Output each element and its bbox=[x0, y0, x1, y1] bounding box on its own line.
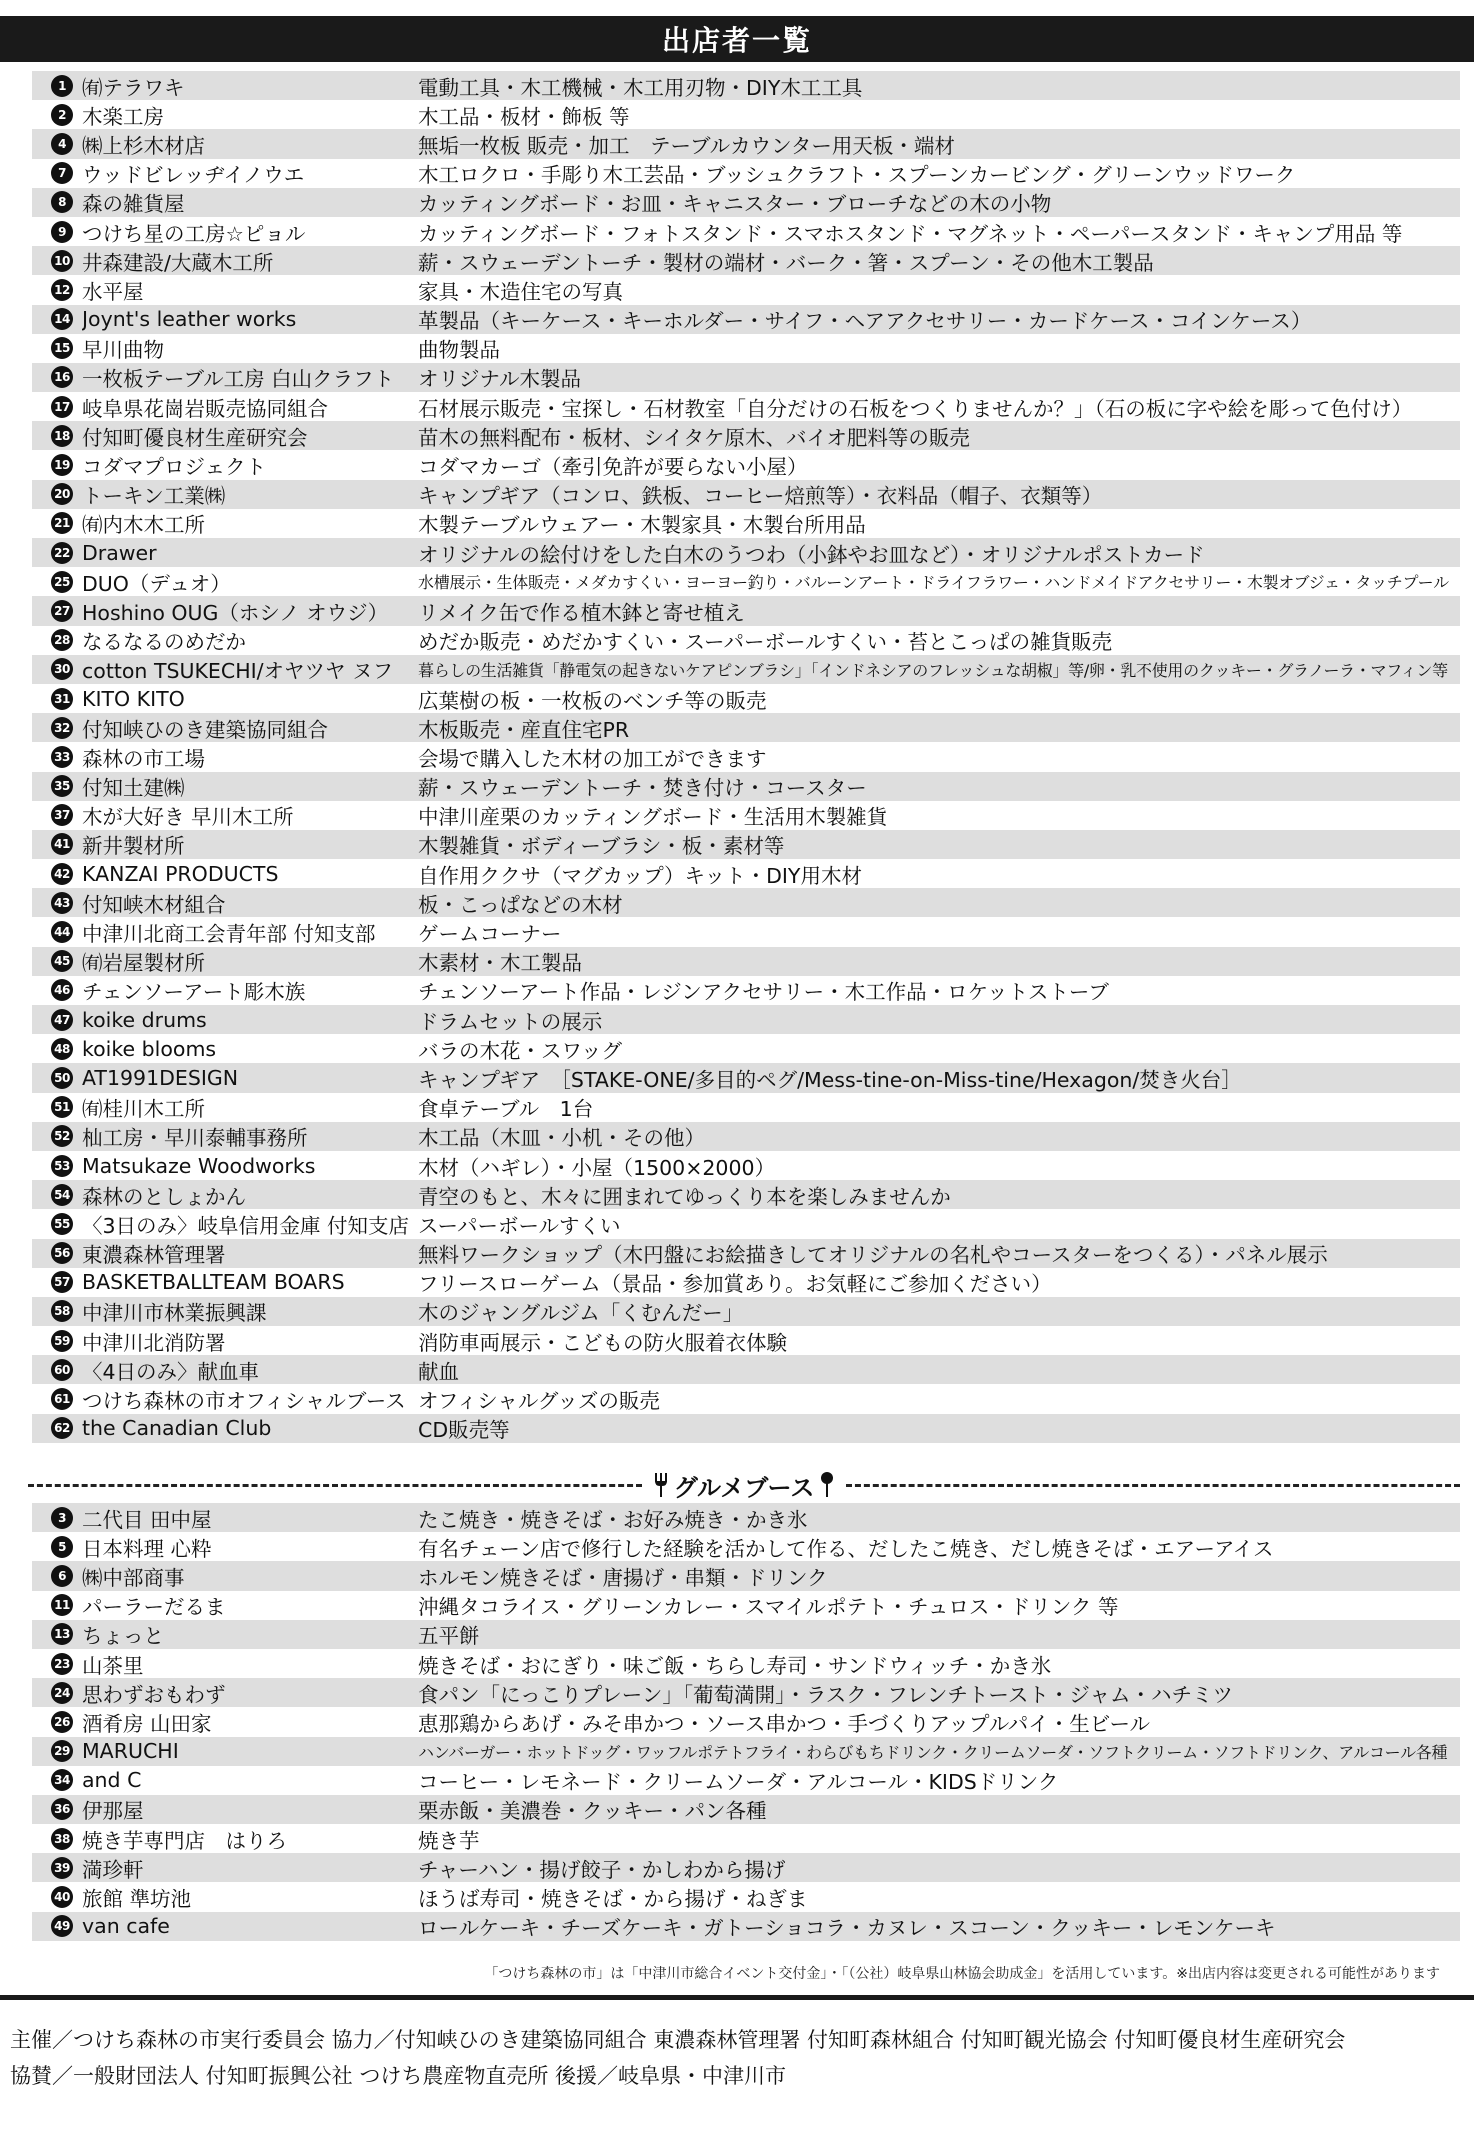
booth-number-badge: 15 bbox=[51, 337, 73, 359]
spoon-icon bbox=[820, 1472, 834, 1498]
booth-number-badge: 53 bbox=[51, 1155, 73, 1177]
gourmet-row bbox=[32, 1853, 1460, 1882]
exhibitor-name: Drawer bbox=[82, 540, 157, 565]
exhibitor-description: 水槽展示・生体販売・メダカすくい・ヨーヨー釣り・バルーンアート・ドライフラワー・ハンドメイドアクセサリー・木製オブジェ・タッチプール bbox=[418, 573, 1449, 593]
gourmet-list bbox=[32, 1503, 1460, 1941]
booth-number-badge: 6 bbox=[51, 1565, 73, 1587]
booth-number-badge: 42 bbox=[51, 863, 73, 885]
exhibitor-name: ㈲テラワキ bbox=[82, 75, 185, 100]
vendor-list bbox=[32, 71, 1460, 1443]
exhibitor-description: 食卓テーブル 1台 bbox=[418, 1097, 594, 1122]
exhibitor-description: 板・こっぱなどの木材 bbox=[418, 892, 623, 917]
exhibitor-description: CD販売等 bbox=[418, 1418, 510, 1443]
exhibitor-name: 伊那屋 bbox=[82, 1799, 144, 1824]
vendor-row bbox=[32, 596, 1460, 625]
divider-dash-left bbox=[28, 1484, 642, 1487]
exhibitor-name: 酒肴房 山田家 bbox=[82, 1711, 212, 1736]
gourmet-row bbox=[32, 1824, 1460, 1853]
vendor-row bbox=[32, 917, 1460, 946]
booth-number-badge: 5 bbox=[51, 1536, 73, 1558]
exhibitor-name: なるなるのめだか bbox=[82, 630, 246, 655]
vendor-row bbox=[32, 100, 1460, 129]
booth-number-badge: 22 bbox=[51, 542, 73, 564]
exhibitor-name: KANZAI PRODUCTS bbox=[82, 861, 279, 886]
exhibitor-name: 井森建設/大蔵木工所 bbox=[82, 250, 274, 275]
exhibitor-name: MARUCHI bbox=[82, 1739, 179, 1764]
exhibitor-description: ハンバーガー・ホットドッグ・ワッフルポテトフライ・わらびもちドリンク・クリームソーダ・ソフトクリーム・ソフトドリンク、アルコール各種 bbox=[418, 1742, 1448, 1762]
exhibitor-description: カッティングボード・お皿・キャニスター・ブローチなどの木の小物 bbox=[418, 192, 1052, 217]
gourmet-row bbox=[32, 1532, 1460, 1561]
exhibitor-description: 無料ワークショップ（木円盤にお絵描きしてオリジナルの名札やコースターをつくる）・パネル展示 bbox=[418, 1243, 1328, 1268]
booth-number-badge: 19 bbox=[51, 454, 73, 476]
vendor-row bbox=[32, 742, 1460, 771]
vendor-row bbox=[32, 1180, 1460, 1209]
exhibitor-description: 中津川産栗のカッティングボード・生活用木製雑貨 bbox=[418, 805, 888, 830]
vendor-row bbox=[32, 129, 1460, 158]
vendor-row bbox=[32, 1063, 1460, 1092]
exhibitor-name: 中津川北消防署 bbox=[82, 1330, 226, 1355]
exhibitor-name: 早川曲物 bbox=[82, 338, 164, 363]
booth-number-badge: 37 bbox=[51, 804, 73, 826]
exhibitor-description: 木材（ハギレ）・小屋（1500×2000） bbox=[418, 1155, 776, 1180]
vendor-row bbox=[32, 188, 1460, 217]
booth-number-badge: 25 bbox=[51, 571, 73, 593]
exhibitor-description: チャーハン・揚げ餃子・かしわから揚げ bbox=[418, 1857, 786, 1882]
exhibitor-name: cotton TSUKECHI/オヤツヤ ヌフ bbox=[82, 659, 394, 684]
exhibitor-description: 薪・スウェーデントーチ・製材の端材・バーク・箸・スプーン・その他木工製品 bbox=[418, 250, 1154, 275]
gourmet-row bbox=[32, 1620, 1460, 1649]
exhibitor-description: 五平餅 bbox=[418, 1624, 480, 1649]
vendor-row bbox=[32, 392, 1460, 421]
fork-icon bbox=[654, 1472, 668, 1498]
exhibitor-name: 一枚板テーブル工房 白山クラフト bbox=[82, 367, 395, 392]
booth-number-badge: 21 bbox=[51, 512, 73, 534]
vendor-row bbox=[32, 1209, 1460, 1238]
vendor-row bbox=[32, 71, 1460, 100]
exhibitor-description: スーパーボールすくい bbox=[418, 1213, 621, 1238]
exhibitor-name: ㈱中部商事 bbox=[82, 1565, 185, 1590]
booth-number-badge: 54 bbox=[51, 1184, 73, 1206]
booth-number-badge: 3 bbox=[51, 1507, 73, 1529]
gourmet-row bbox=[32, 1503, 1460, 1532]
exhibitor-description: 栗赤飯・美濃巻・クッキー・パン各種 bbox=[418, 1799, 767, 1824]
exhibitor-name: Joynt's leather works bbox=[82, 307, 297, 332]
booth-number-badge: 45 bbox=[51, 950, 73, 972]
vendor-row bbox=[32, 159, 1460, 188]
exhibitor-description: 革製品（キーケース・キーホルダー・サイフ・ヘアアクセサリー・カードケース・コインケース） bbox=[418, 309, 1312, 334]
booth-number-badge: 60 bbox=[51, 1359, 73, 1381]
exhibitor-description: 食パン「にっこりプレーン」「葡萄満開」・ラスク・フレンチトースト・ジャム・ハチミツ bbox=[418, 1682, 1233, 1707]
exhibitor-name: 新井製材所 bbox=[82, 834, 185, 859]
booth-number-badge: 33 bbox=[51, 746, 73, 768]
exhibitor-name: ㈲桂川木工所 bbox=[82, 1097, 205, 1122]
vendor-row bbox=[32, 976, 1460, 1005]
booth-number-badge: 48 bbox=[51, 1038, 73, 1060]
exhibitor-name: 〈3日のみ〉岐阜信用金庫 付知支店 bbox=[82, 1213, 410, 1238]
exhibitor-name: ウッドビレッヂイノウエ bbox=[82, 163, 305, 188]
exhibitor-name: ちょっと bbox=[82, 1624, 164, 1649]
exhibitor-name: 日本料理 心粋 bbox=[82, 1536, 212, 1561]
exhibitor-name: パーラーだるま bbox=[82, 1595, 226, 1620]
exhibitor-name: 森の雑貨屋 bbox=[82, 192, 185, 217]
vendor-row bbox=[32, 859, 1460, 888]
exhibitor-description: ホルモン焼きそば・唐揚げ・串類・ドリンク bbox=[418, 1565, 828, 1590]
exhibitor-description: たこ焼き・焼きそば・お好み焼き・かき氷 bbox=[418, 1507, 808, 1532]
exhibitor-name: チェンソーアート彫木族 bbox=[82, 980, 306, 1005]
page-title: 出店者一覧 bbox=[0, 16, 1474, 62]
exhibitor-description: 焼き芋 bbox=[418, 1828, 480, 1853]
exhibitor-name: and C bbox=[82, 1768, 142, 1793]
booth-number-badge: 7 bbox=[51, 162, 73, 184]
exhibitor-description: ドラムセットの展示 bbox=[418, 1009, 603, 1034]
exhibitor-name: 付知峡木材組合 bbox=[82, 892, 226, 917]
booth-number-badge: 34 bbox=[51, 1769, 73, 1791]
vendor-row bbox=[32, 217, 1460, 246]
exhibitor-name: koike drums bbox=[82, 1007, 207, 1032]
exhibitor-description: 木製雑貨・ボディーブラシ・板・素材等 bbox=[418, 834, 785, 859]
exhibitor-description: 消防車両展示・こどもの防火服着衣体験 bbox=[418, 1330, 787, 1355]
exhibitor-description: 木工品（木皿・小机・その他） bbox=[418, 1126, 705, 1151]
exhibitor-description: 青空のもと、木々に囲まれてゆっくり本を楽しみませんか bbox=[418, 1184, 951, 1209]
booth-number-badge: 59 bbox=[51, 1330, 73, 1352]
exhibitor-description: キャンプギア ［STAKE-ONE/多目的ペグ/Mess-tine-on-Miss-tine/Hexagon/焚き火台］ bbox=[418, 1067, 1242, 1092]
exhibitor-name: 付知土建㈱ bbox=[82, 776, 185, 801]
booth-number-badge: 62 bbox=[51, 1417, 73, 1439]
credits bbox=[10, 2022, 1470, 2094]
exhibitor-description: ほうば寿司・焼きそば・から揚げ・ねぎま bbox=[418, 1887, 808, 1912]
exhibitor-name: ㈲岩屋製材所 bbox=[82, 951, 205, 976]
exhibitor-description: 焼きそば・おにぎり・味ご飯・ちらし寿司・サンドウィッチ・かき氷 bbox=[418, 1653, 1052, 1678]
exhibitor-description: 暮らしの生活雑貨「静電気の起きないケアピンブラシ」「インドネシアのフレッシュな胡椒」等/卵・乳不使用のクッキー・グラノーラ・マフィン等 bbox=[418, 660, 1448, 680]
booth-number-badge: 35 bbox=[51, 775, 73, 797]
vendor-row bbox=[32, 1034, 1460, 1063]
exhibitor-name: 森林の市工場 bbox=[82, 746, 205, 771]
vendor-row bbox=[32, 1151, 1460, 1180]
booth-number-badge: 55 bbox=[51, 1213, 73, 1235]
exhibitor-name: つけち星の工房☆ピョル bbox=[82, 221, 306, 246]
exhibitor-description: 石材展示販売・宝探し・石材教室「自分だけの石板をつくりませんか？」（石の板に字や絵を彫って色付け） bbox=[418, 396, 1413, 421]
divider-dash-right bbox=[846, 1484, 1460, 1487]
booth-number-badge: 1 bbox=[51, 75, 73, 97]
exhibitor-name: 中津川北商工会青年部 付知支部 bbox=[82, 922, 376, 947]
booth-number-badge: 56 bbox=[51, 1242, 73, 1264]
vendor-row bbox=[32, 1268, 1460, 1297]
booth-number-badge: 32 bbox=[51, 717, 73, 739]
booth-number-badge: 14 bbox=[51, 308, 73, 330]
booth-number-badge: 16 bbox=[51, 366, 73, 388]
credits-line-2: 協賛／一般財団法人 付知町振興公社 つけち農産物直売所 後援／岐阜県・中津川市 bbox=[10, 2064, 787, 2088]
exhibitor-name: BASKETBALLTEAM BOARS bbox=[82, 1270, 345, 1295]
booth-number-badge: 57 bbox=[51, 1271, 73, 1293]
exhibitor-name: トーキン工業㈱ bbox=[82, 484, 226, 509]
exhibitor-description: チェンソーアート作品・レジンアクセサリー・木工作品・ロケットストーブ bbox=[418, 980, 1109, 1005]
exhibitor-description: キャンプギア（コンロ、鉄板、コーヒー焙煎等）・衣料品（帽子、衣類等） bbox=[418, 484, 1103, 509]
exhibitor-description: カッティングボード・フォトスタンド・スマホスタンド・マグネット・ペーパースタンド・キャンプ用品 等 bbox=[418, 221, 1403, 246]
booth-number-badge: 43 bbox=[51, 892, 73, 914]
booth-number-badge: 8 bbox=[51, 191, 73, 213]
exhibitor-name: コダマプロジェクト bbox=[82, 455, 267, 480]
vendor-row bbox=[32, 830, 1460, 859]
gourmet-row bbox=[32, 1649, 1460, 1678]
exhibitor-description: 木素材・木工製品 bbox=[418, 951, 582, 976]
exhibitor-description: オリジナル木製品 bbox=[418, 367, 581, 392]
vendor-row bbox=[32, 1326, 1460, 1355]
vendor-row bbox=[32, 305, 1460, 334]
vendor-row bbox=[32, 480, 1460, 509]
exhibitor-description: ロールケーキ・チーズケーキ・ガトーショコラ・カヌレ・スコーン・クッキー・レモンケーキ bbox=[418, 1916, 1276, 1941]
vendor-row bbox=[32, 1122, 1460, 1151]
booth-number-badge: 61 bbox=[51, 1388, 73, 1410]
exhibitor-name: 岐阜県花崗岩販売協同組合 bbox=[82, 396, 328, 421]
booth-number-badge: 9 bbox=[51, 221, 73, 243]
vendor-row bbox=[32, 334, 1460, 363]
booth-number-badge: 58 bbox=[51, 1300, 73, 1322]
booth-number-badge: 38 bbox=[51, 1828, 73, 1850]
exhibitor-name: AT1991DESIGN bbox=[82, 1065, 239, 1090]
vendor-row bbox=[32, 1005, 1460, 1034]
exhibitor-name: 杣工房・早川泰輔事務所 bbox=[82, 1126, 308, 1151]
exhibitor-name: KITO KITO bbox=[82, 686, 185, 711]
booth-number-badge: 50 bbox=[51, 1067, 73, 1089]
vendor-row bbox=[32, 1239, 1460, 1268]
booth-number-badge: 20 bbox=[51, 483, 73, 505]
exhibitor-name: ㈲内木木工所 bbox=[82, 513, 205, 538]
gourmet-row bbox=[32, 1678, 1460, 1707]
vendor-row bbox=[32, 1093, 1460, 1122]
booth-number-badge: 4 bbox=[51, 133, 73, 155]
exhibitor-name: 森林のとしょかん bbox=[82, 1184, 246, 1209]
exhibitor-name: 中津川市林業振興課 bbox=[82, 1301, 267, 1326]
exhibitor-description: 自作用ククサ（マグカップ）キット・DIY用木材 bbox=[418, 863, 862, 888]
booth-number-badge: 11 bbox=[51, 1594, 73, 1616]
booth-number-badge: 23 bbox=[51, 1653, 73, 1675]
exhibitor-name: 〈4日のみ〉献血車 bbox=[82, 1359, 260, 1384]
vendor-row bbox=[32, 684, 1460, 713]
exhibitor-name: 木楽工房 bbox=[82, 104, 164, 129]
booth-number-badge: 17 bbox=[51, 396, 73, 418]
exhibitor-name: Matsukaze Woodworks bbox=[82, 1153, 316, 1178]
booth-number-badge: 10 bbox=[51, 250, 73, 272]
exhibitor-name: 水平屋 bbox=[82, 279, 144, 304]
exhibitor-description: バラの木花・スワッグ bbox=[418, 1038, 622, 1063]
booth-number-badge: 41 bbox=[51, 833, 73, 855]
booth-number-badge: 46 bbox=[51, 979, 73, 1001]
exhibitor-description: 電動工具・木工機械・木工用刃物・DIY木工工具 bbox=[418, 75, 863, 100]
booth-number-badge: 40 bbox=[51, 1886, 73, 1908]
exhibitor-name: 山茶里 bbox=[82, 1653, 144, 1678]
booth-number-badge: 51 bbox=[51, 1096, 73, 1118]
exhibitor-description: 木工品・板材・飾板 等 bbox=[418, 104, 630, 129]
exhibitor-name: 木が大好き 早川木工所 bbox=[82, 805, 294, 830]
exhibitor-description: 有名チェーン店で修行した経験を活かして作る、だしたこ焼き、だし焼きそば・エアーアイス bbox=[418, 1536, 1274, 1561]
exhibitor-description: 木製テーブルウェアー・木製家具・木製台所用品 bbox=[418, 513, 866, 538]
exhibitor-description: 木のジャングルジム「くむんだー」 bbox=[418, 1301, 744, 1326]
booth-number-badge: 52 bbox=[51, 1125, 73, 1147]
exhibitor-name: 思わずおもわず bbox=[82, 1682, 226, 1707]
exhibitor-description: 献血 bbox=[418, 1359, 459, 1384]
vendor-row bbox=[32, 1297, 1460, 1326]
gourmet-row bbox=[32, 1737, 1460, 1766]
exhibitor-description: 苗木の無料配布・板材、シイタケ原木、バイオ肥料等の販売 bbox=[418, 425, 970, 450]
booth-number-badge: 12 bbox=[51, 279, 73, 301]
vendor-row bbox=[32, 801, 1460, 830]
booth-number-badge: 47 bbox=[51, 1009, 73, 1031]
gourmet-row bbox=[32, 1561, 1460, 1590]
vendor-row bbox=[32, 1384, 1460, 1413]
exhibitor-description: コダマカーゴ（牽引免許が要らない小屋） bbox=[418, 455, 808, 480]
booth-number-badge: 36 bbox=[51, 1798, 73, 1820]
booth-number-badge: 27 bbox=[51, 600, 73, 622]
booth-number-badge: 29 bbox=[51, 1740, 73, 1762]
exhibitor-description: ゲームコーナー bbox=[418, 922, 562, 947]
exhibitor-description: オフィシャルグッズの販売 bbox=[418, 1389, 660, 1414]
footer-rule bbox=[0, 1995, 1474, 2000]
exhibitor-description: 会場で購入した木材の加工ができます bbox=[418, 746, 767, 771]
exhibitor-name: 旅館 準坊池 bbox=[82, 1887, 192, 1912]
exhibitor-name: DUO（デュオ） bbox=[82, 571, 231, 596]
gourmet-row bbox=[32, 1912, 1460, 1941]
exhibitor-description: オリジナルの絵付けをした白木のうつわ（小鉢やお皿など）・オリジナルポストカード bbox=[418, 542, 1205, 567]
booth-number-badge: 26 bbox=[51, 1711, 73, 1733]
vendor-row bbox=[32, 713, 1460, 742]
gourmet-divider bbox=[28, 1472, 1460, 1502]
exhibitor-name: 東濃森林管理署 bbox=[82, 1243, 226, 1268]
exhibitor-name: 二代目 田中屋 bbox=[82, 1507, 212, 1532]
exhibitor-name: つけち森林の市オフィシャルブース bbox=[82, 1389, 406, 1414]
gourmet-row bbox=[32, 1707, 1460, 1736]
vendor-row bbox=[32, 450, 1460, 479]
funding-note: 「つけち森林の市」は「中津川市総合イベント交付金」・「（公社）岐阜県山林協会助成金」を活用しています。※出店内容は変更される可能性があります bbox=[484, 1966, 1440, 1982]
gourmet-row bbox=[32, 1882, 1460, 1911]
vendor-row bbox=[32, 655, 1460, 684]
vendor-row bbox=[32, 275, 1460, 304]
vendor-row bbox=[32, 509, 1460, 538]
exhibitor-name: 焼き芋専門店 はりろ bbox=[82, 1828, 287, 1853]
exhibitor-name: Hoshino OUG（ホシノ オウジ） bbox=[82, 600, 389, 625]
exhibitor-name: koike blooms bbox=[82, 1036, 217, 1061]
exhibitor-description: 無垢一枚板 販売・加工 テーブルカウンター用天板・端材 bbox=[418, 133, 955, 158]
exhibitor-description: 木工ロクロ・手彫り木工芸品・ブッシュクラフト・スプーンカービング・グリーンウッドワーク bbox=[418, 163, 1296, 188]
exhibitor-name: 付知町優良材生産研究会 bbox=[82, 425, 308, 450]
vendor-row bbox=[32, 888, 1460, 917]
booth-number-badge: 28 bbox=[51, 629, 73, 651]
exhibitor-description: 木板販売・産直住宅PR bbox=[418, 717, 630, 742]
gourmet-row bbox=[32, 1766, 1460, 1795]
exhibitor-description: 恵那鶏からあげ・みそ串かつ・ソース串かつ・手づくりアップルパイ・生ビール bbox=[418, 1711, 1151, 1736]
exhibitor-description: リメイク缶で作る植木鉢と寄せ植え bbox=[418, 600, 745, 625]
exhibitor-description: 薪・スウェーデントーチ・焚き付け・コースター bbox=[418, 776, 867, 801]
exhibitor-name: ㈱上杉木材店 bbox=[82, 133, 205, 158]
exhibitor-name: 満珍軒 bbox=[82, 1857, 144, 1882]
booth-number-badge: 49 bbox=[51, 1915, 73, 1937]
gourmet-row bbox=[32, 1591, 1460, 1620]
booth-number-badge: 24 bbox=[51, 1682, 73, 1704]
gourmet-row bbox=[32, 1795, 1460, 1824]
booth-number-badge: 44 bbox=[51, 921, 73, 943]
gourmet-title: グルメブース bbox=[673, 1473, 815, 1502]
vendor-row bbox=[32, 246, 1460, 275]
vendor-row bbox=[32, 1414, 1460, 1443]
exhibitor-description: 沖縄タコライス・グリーンカレー・スマイルポテト・チュロス・ドリンク 等 bbox=[418, 1595, 1119, 1620]
vendor-row bbox=[32, 947, 1460, 976]
credits-line-1: 主催／つけち森林の市実行委員会 協力／付知峡ひのき建築協同組合 東濃森林管理署 付知町森林組合 付知町観光協会 付知町優良材生産研究会 bbox=[10, 2028, 1346, 2052]
exhibitor-description: 曲物製品 bbox=[418, 338, 500, 363]
booth-number-badge: 31 bbox=[51, 688, 73, 710]
vendor-row bbox=[32, 772, 1460, 801]
vendor-row bbox=[32, 538, 1460, 567]
booth-number-badge: 30 bbox=[51, 658, 73, 680]
exhibitor-name: van cafe bbox=[82, 1914, 170, 1939]
vendor-row bbox=[32, 363, 1460, 392]
vendor-row bbox=[32, 1355, 1460, 1384]
booth-number-badge: 2 bbox=[51, 104, 73, 126]
exhibitor-description: フリースローゲーム（景品・参加賞あり。お気軽にご参加ください） bbox=[418, 1272, 1052, 1297]
vendor-row bbox=[32, 421, 1460, 450]
exhibitor-description: めだか販売・めだかすくい・スーパーボールすくい・苔とこっぱの雑貨販売 bbox=[418, 630, 1113, 655]
exhibitor-name: the Canadian Club bbox=[82, 1416, 272, 1441]
booth-number-badge: 18 bbox=[51, 425, 73, 447]
gourmet-heading bbox=[642, 1468, 847, 1503]
exhibitor-name: 付知峡ひのき建築協同組合 bbox=[82, 717, 328, 742]
exhibitor-description: コーヒー・レモネード・クリームソーダ・アルコール・KIDSドリンク bbox=[418, 1770, 1059, 1795]
exhibitor-description: 広葉樹の板・一枚板のベンチ等の販売 bbox=[418, 688, 767, 713]
vendor-row bbox=[32, 626, 1460, 655]
booth-number-badge: 39 bbox=[51, 1857, 73, 1879]
exhibitor-description: 家具・木造住宅の写真 bbox=[418, 279, 623, 304]
vendor-row bbox=[32, 567, 1460, 596]
booth-number-badge: 13 bbox=[51, 1623, 73, 1645]
